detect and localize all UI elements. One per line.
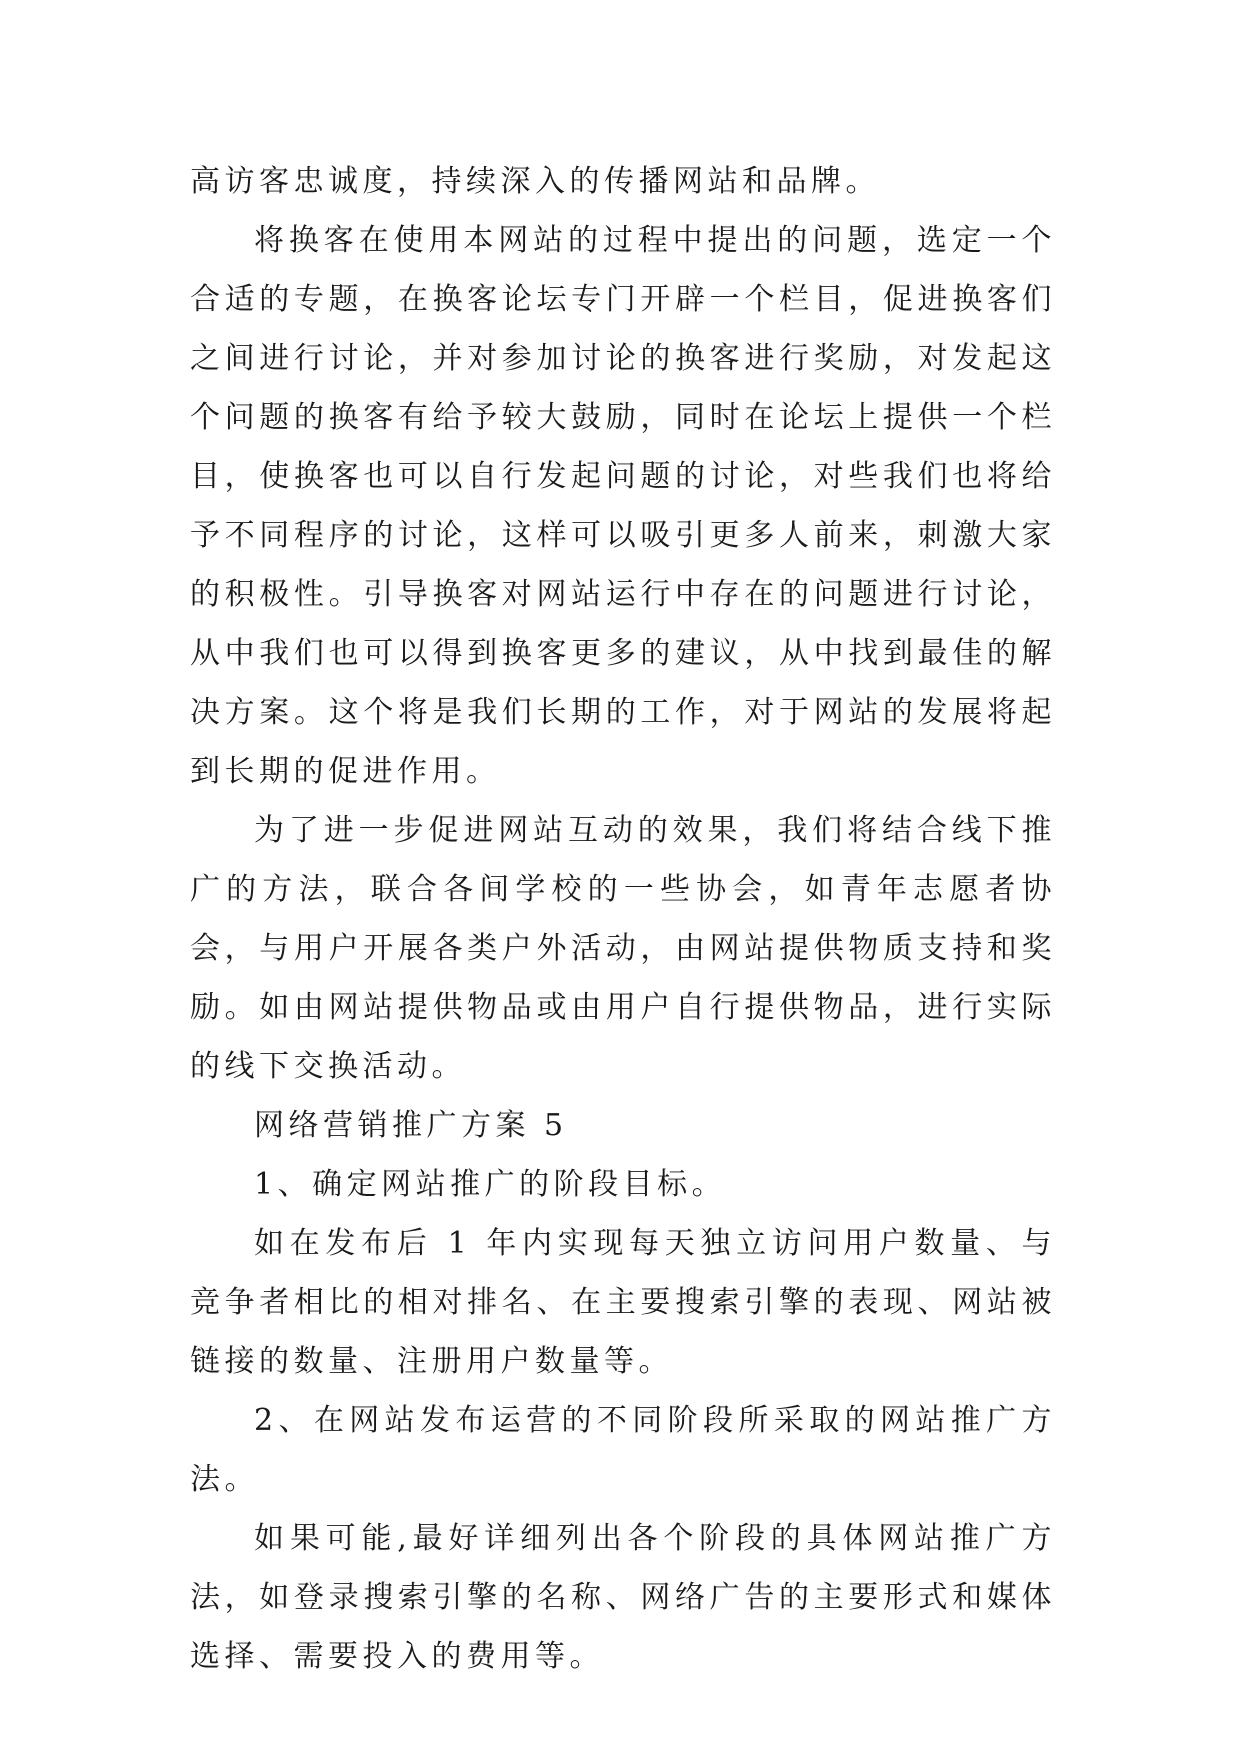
list-item-2: 2、在网站发布运营的不同阶段所采取的网站推广方法。 bbox=[190, 1403, 1056, 1497]
list-item-1: 1、确定网站推广的阶段目标。 bbox=[254, 1167, 727, 1202]
paragraph-goal-detail: 如在发布后 1 年内实现每天独立访问用户数量、与竞争者相比的相对排名、在主要搜索引擎的表现、网站被链接的数量、注册用户数量等。 bbox=[190, 1226, 1056, 1379]
document-body bbox=[190, 152, 1056, 1686]
paragraph-offline-promotion: 为了进一步促进网站互动的效果，我们将结合线下推广的方法，联合各间学校的一些协会，如青年志愿者协会，与用户开展各类户外活动，由网站提供物质支持和奖励。如由网站提供物品或由用户自行提供物品，进行实际的线下交换活动。 bbox=[190, 813, 1056, 1084]
section-heading: 网络营销推广方案 5 bbox=[254, 1108, 568, 1143]
paragraph-continuation: 高访客忠诚度，持续深入的传播网站和品牌。 bbox=[190, 164, 880, 199]
paragraph-forum-discussion: 将换客在使用本网站的过程中提出的问题，选定一个合适的专题，在换客论坛专门开辟一个栏目，促进换客们之间进行讨论，并对参加讨论的换客进行奖励，对发起这个问题的换客有给予较大鼓励，同时在论坛上提供一个栏目，使换客也可以自行发起问题的讨论，对些我们也将给予不同程序的讨论，这样可以吸引更多人前来，刺激大家的积极性。引导换客对网站运行中存在的问题进行讨论，从中我们也可以得到换客更多的建议，从中找到最佳的解决方案。这个将是我们长期的工作，对于网站的发展将起到长期的促进作用。 bbox=[190, 223, 1056, 789]
paragraph-method-detail: 如果可能,最好详细列出各个阶段的具体网站推广方法，如登录搜索引擎的名称、网络广告的主要形式和媒体选择、需要投入的费用等。 bbox=[190, 1521, 1056, 1674]
